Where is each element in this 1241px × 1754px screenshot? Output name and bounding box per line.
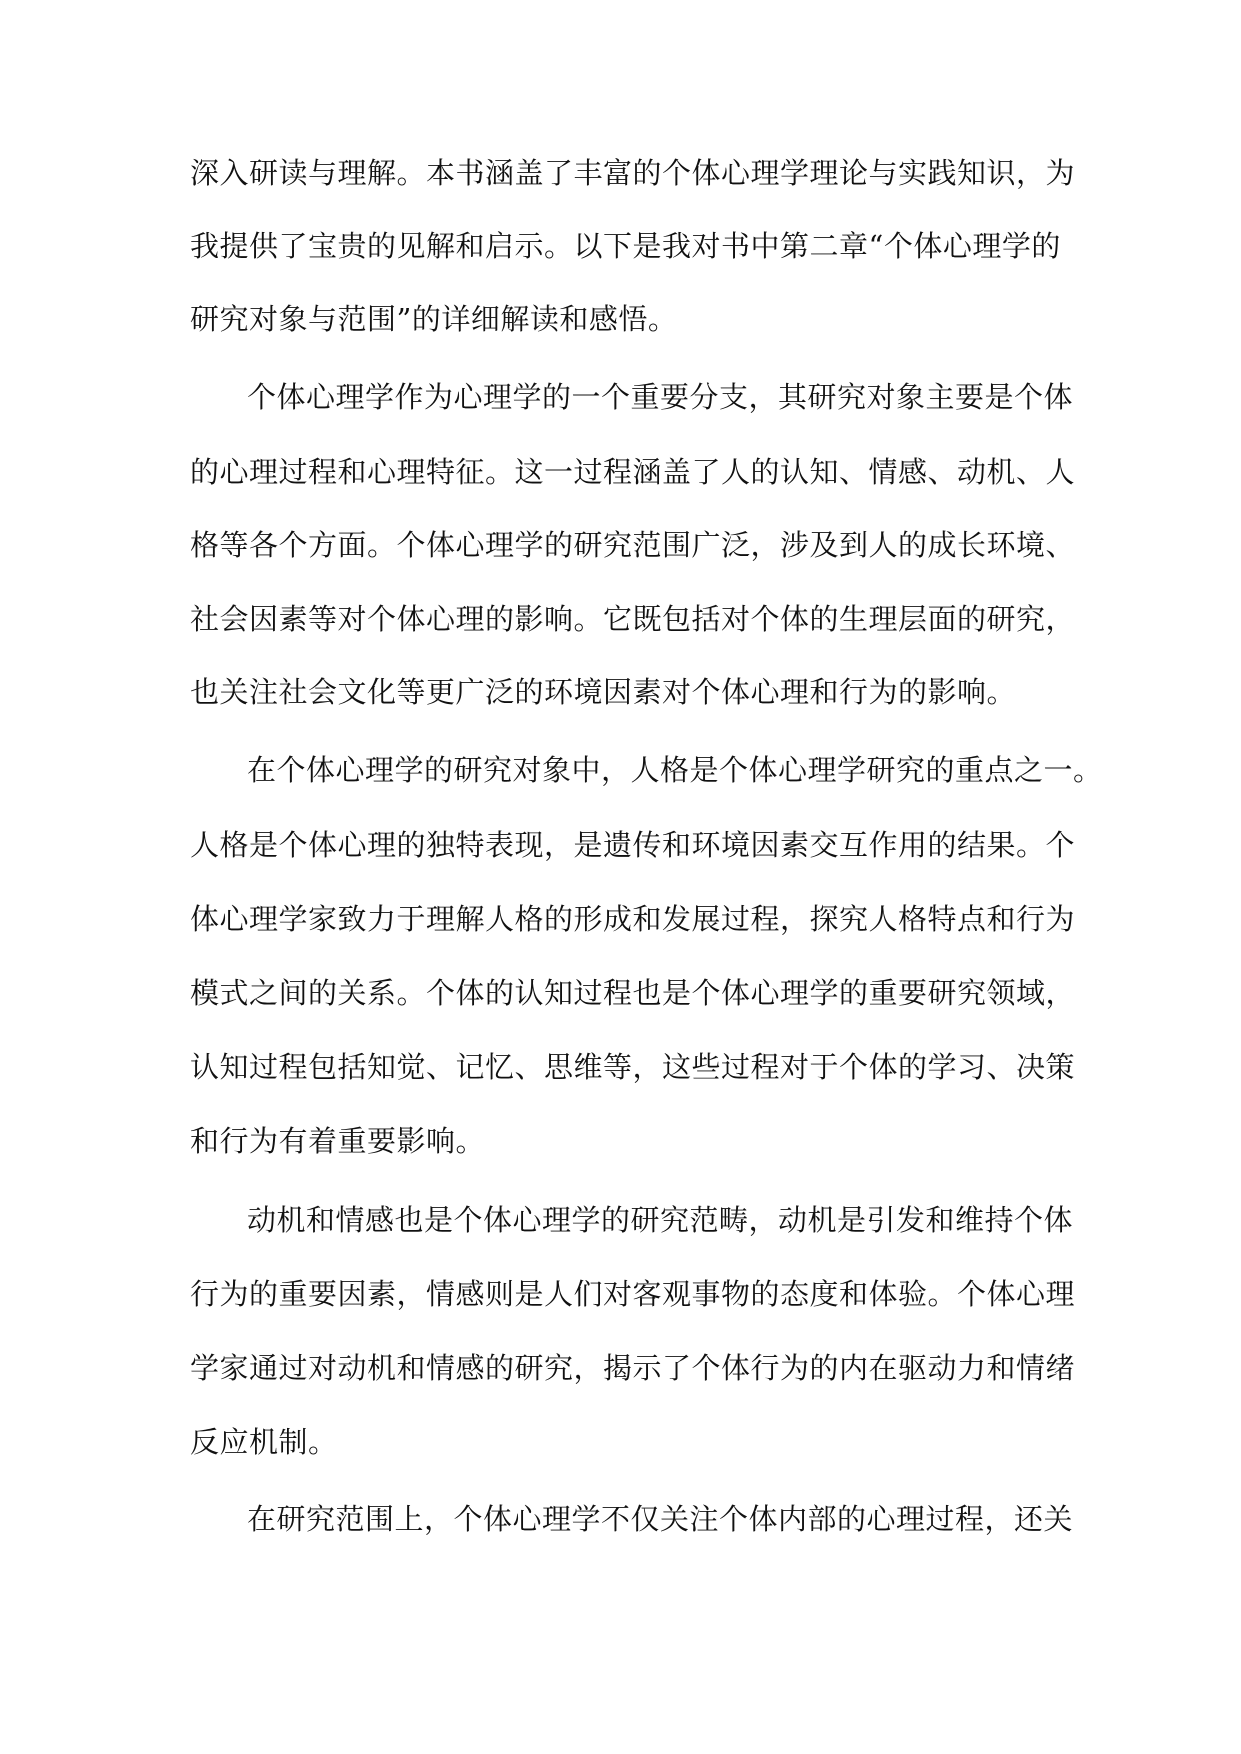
- text-line: 人格是个体心理的独特表现，是遗传和环境因素交互作用的结果。个: [190, 828, 1076, 862]
- text-line: 体心理学家致力于理解人格的形成和发展过程，探究人格特点和行为: [190, 902, 1076, 936]
- text-line: 反应机制。: [190, 1425, 338, 1459]
- text-line: 和行为有着重要影响。: [190, 1124, 486, 1158]
- text-line: 深入研读与理解。本书涵盖了丰富的个体心理学理论与实践知识，为: [190, 156, 1076, 190]
- text-line: 认知过程包括知觉、记忆、思维等，这些过程对于个体的学习、决策: [190, 1050, 1076, 1084]
- paragraph-first-line: 动机和情感也是个体心理学的研究范畴，动机是引发和维持个体: [247, 1203, 1074, 1237]
- text-line: 格等各个方面。个体心理学的研究范围广泛，涉及到人的成长环境、: [190, 528, 1076, 562]
- paragraph-first-line: 在个体心理学的研究对象中，人格是个体心理学研究的重点之一。: [247, 753, 1103, 787]
- text-line: 我提供了宝贵的见解和启示。以下是我对书中第二章“个体心理学的: [190, 229, 1061, 263]
- text-line: 也关注社会文化等更广泛的环境因素对个体心理和行为的影响。: [190, 675, 1017, 709]
- text-line: 研究对象与范围”的详细解读和感悟。: [190, 302, 678, 336]
- paragraph-first-line: 个体心理学作为心理学的一个重要分支，其研究对象主要是个体: [247, 380, 1074, 414]
- paragraph-first-line: 在研究范围上，个体心理学不仅关注个体内部的心理过程，还关: [247, 1502, 1074, 1536]
- text-line: 学家通过对动机和情感的研究，揭示了个体行为的内在驱动力和情绪: [190, 1351, 1076, 1385]
- text-line: 社会因素等对个体心理的影响。它既包括对个体的生理层面的研究，: [190, 602, 1076, 636]
- text-line: 行为的重要因素，情感则是人们对客观事物的态度和体验。个体心理: [190, 1277, 1076, 1311]
- text-line: 模式之间的关系。个体的认知过程也是个体心理学的重要研究领域，: [190, 976, 1076, 1010]
- text-line: 的心理过程和心理特征。这一过程涵盖了人的认知、情感、动机、人: [190, 455, 1076, 489]
